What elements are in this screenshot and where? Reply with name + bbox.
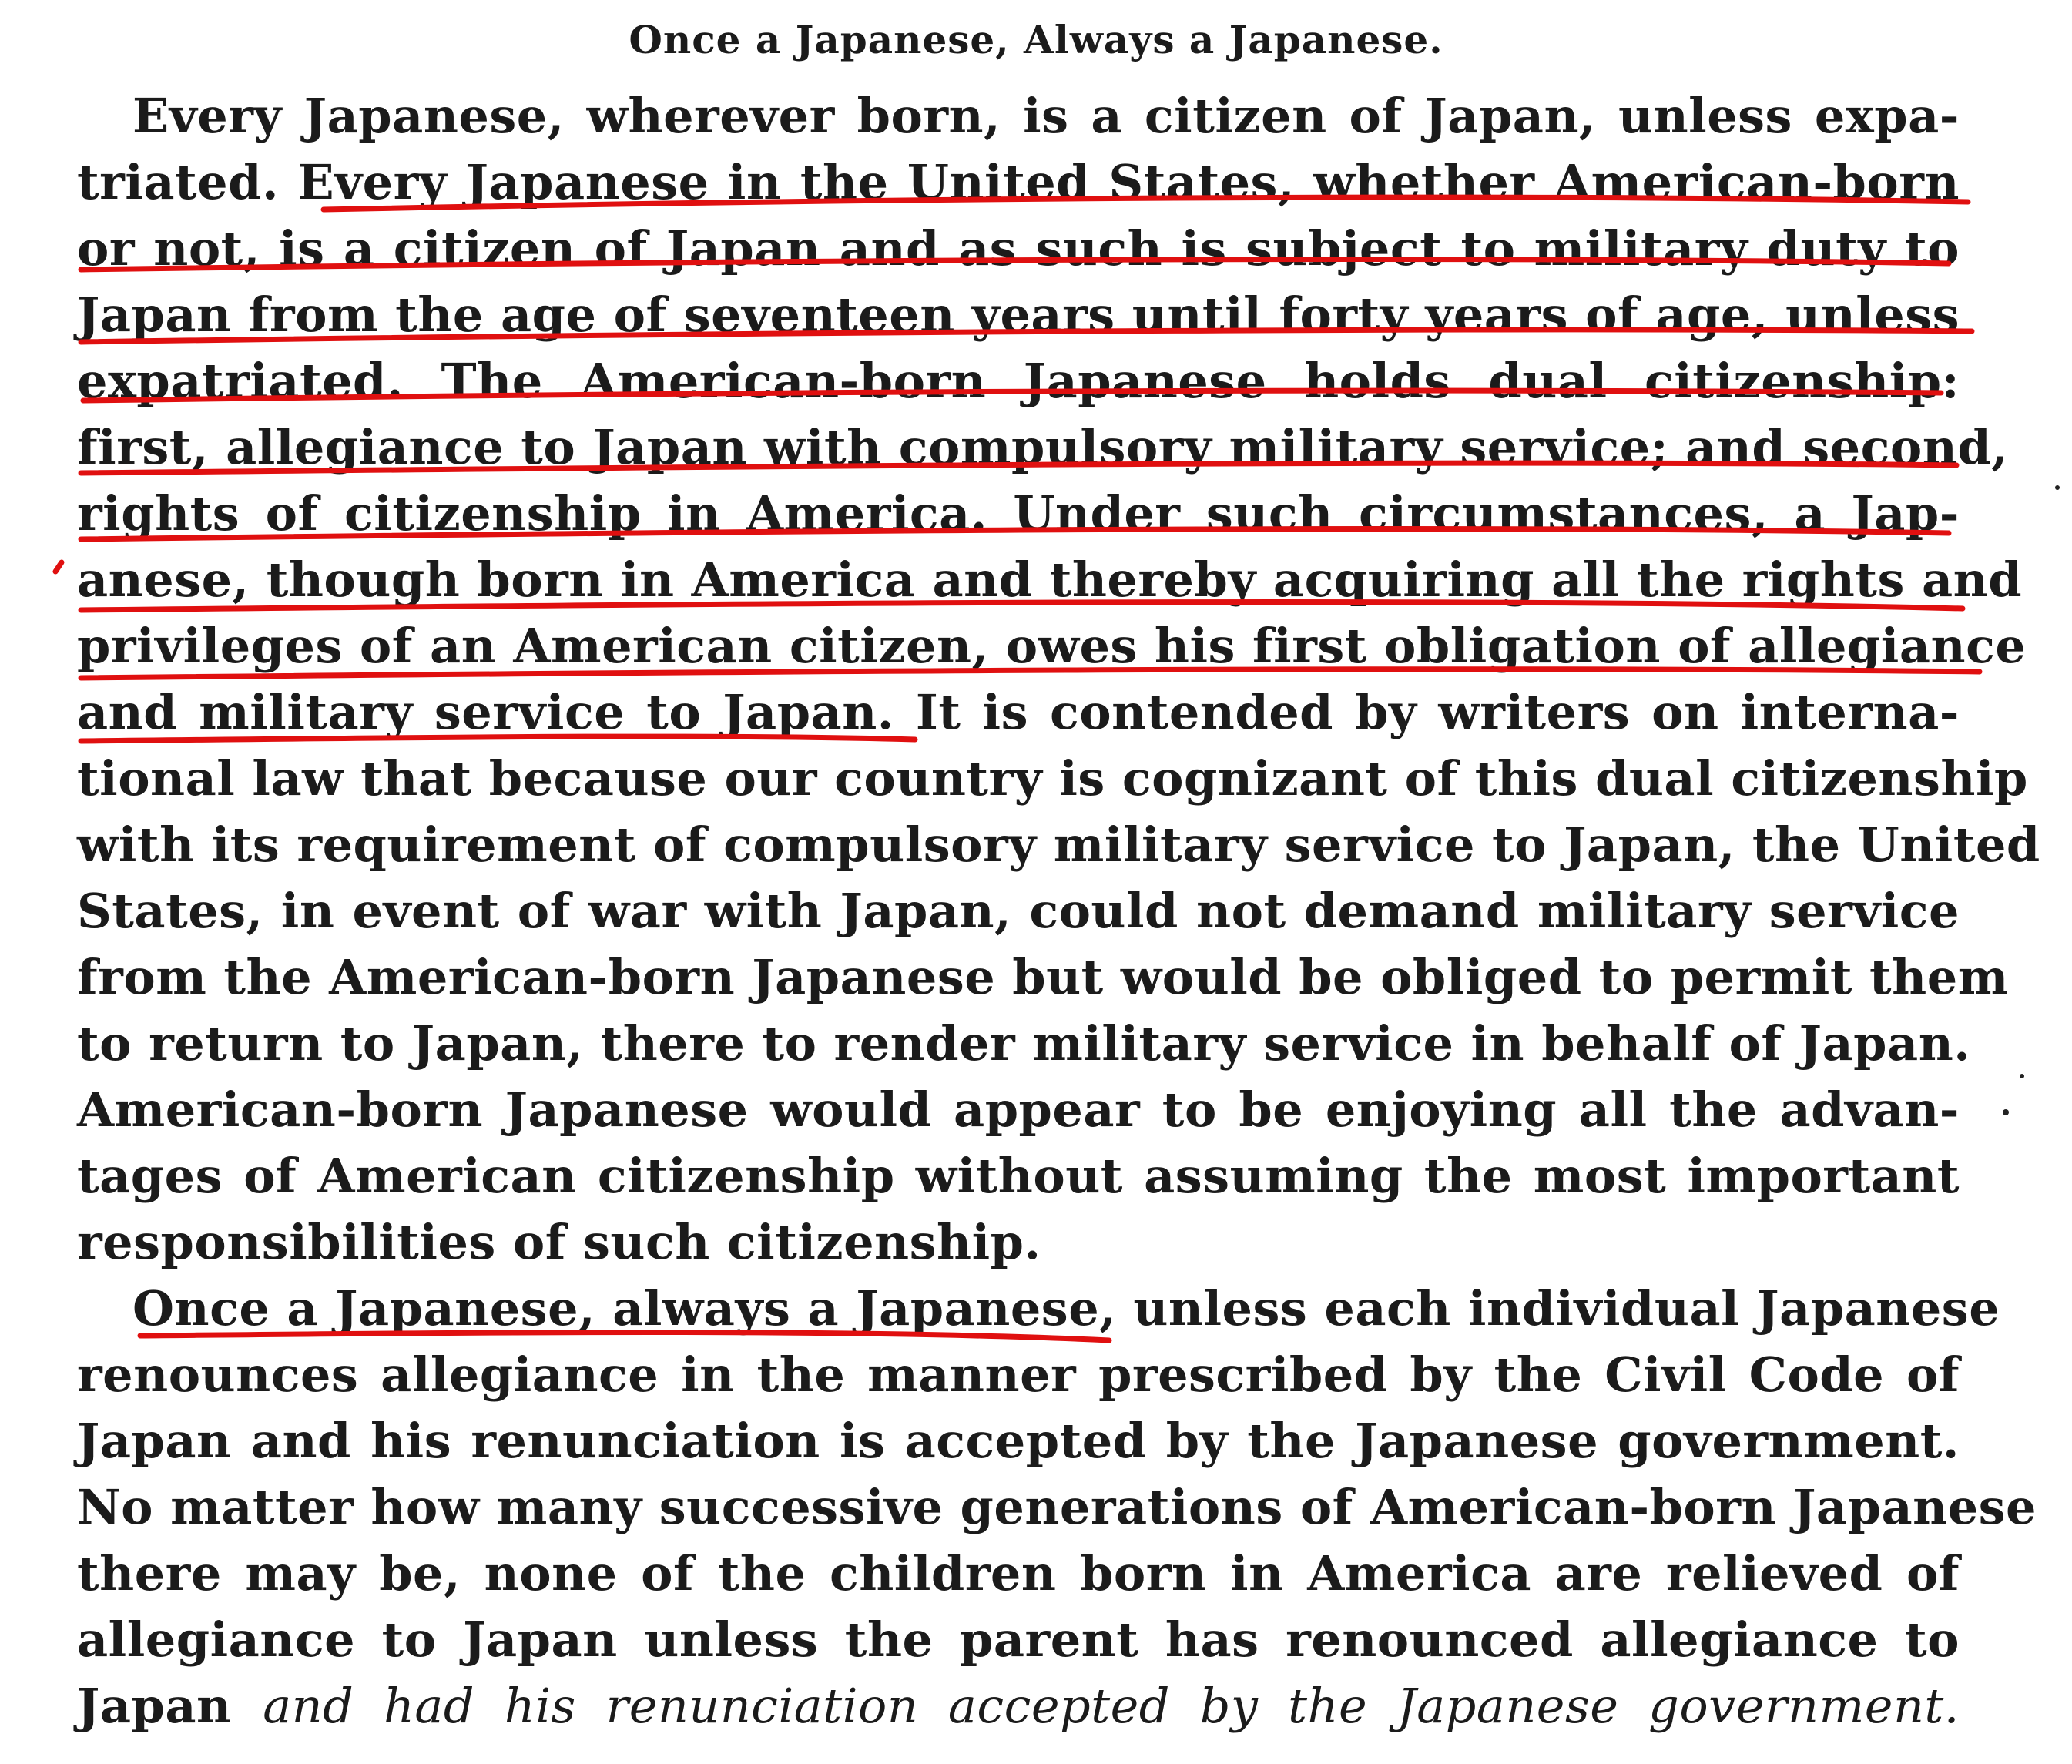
text-line: with its requirement of compulsory military service to Japan, the United xyxy=(77,817,2040,873)
text-line: Every Japanese, wherever born, is a citizen of Japan, unless expa- xyxy=(132,88,1960,144)
text-line: and military service to Japan. It is contended by writers on interna- xyxy=(77,684,1960,740)
text-line: to return to Japan, there to render military service in behalf of Japan. xyxy=(77,1015,1971,1071)
text-line: American-born Japanese would appear to be enjoying all the advan- xyxy=(77,1082,1960,1138)
text-line: tages of American citizenship without assuming the most important xyxy=(77,1148,1960,1204)
text-line: there may be, none of the children born in America are relieved of xyxy=(77,1545,1960,1601)
text-line: Japan from the age of seventeen years until forty years of age, unless xyxy=(77,287,1960,343)
text-line: tional law that because our country is cognizant of this dual citizenship xyxy=(77,750,2028,807)
speck-dot xyxy=(2020,1074,2024,1078)
text-line: privileges of an American citizen, owes his first obligation of allegiance xyxy=(77,618,2027,674)
speck-dot xyxy=(2003,1109,2009,1115)
text-line: or not, is a citizen of Japan and as such is subject to military duty to xyxy=(77,220,1960,277)
text-line: anese, though born in America and thereby acquiring all the rights and xyxy=(77,552,2023,608)
text-line-mixed xyxy=(77,1673,1960,1739)
underline-mark xyxy=(55,562,62,572)
text-line: No matter how many successive generations of American-born Japanese xyxy=(77,1479,2037,1535)
text-line: allegiance to Japan unless the parent has renounced allegiance to xyxy=(77,1611,1960,1668)
text-line: responsibilities of such citizenship. xyxy=(77,1214,1041,1270)
text-line: triated. Every Japanese in the United States, whether American-born xyxy=(77,154,1960,210)
text-line: Once a Japanese, always a Japanese, unless each individual Japanese xyxy=(132,1280,2000,1336)
speck-dot xyxy=(2055,485,2060,490)
text-line: renounces allegiance in the manner prescribed by the Civil Code of xyxy=(77,1346,1960,1403)
text-line: Japan and his renunciation is accepted by the Japanese government. xyxy=(77,1413,1960,1469)
text-italic-segment: and had his renunciation accepted by the Japanese government. xyxy=(263,1678,1960,1734)
text-plain-segment: Japan xyxy=(77,1678,263,1734)
text-line: first, allegiance to Japan with compulsory military service; and second, xyxy=(77,419,2009,475)
text-line: States, in event of war with Japan, could not demand military service xyxy=(77,883,1960,939)
text-line: expatriated. The American-born Japanese holds dual citizenship: xyxy=(77,353,1960,409)
page-title: Once a Japanese, Always a Japanese. xyxy=(629,17,1443,62)
text-line: rights of citizenship in America. Under such circumstances, a Jap- xyxy=(77,485,1960,542)
text-line: from the American-born Japanese but would be obliged to permit them xyxy=(77,949,2009,1005)
